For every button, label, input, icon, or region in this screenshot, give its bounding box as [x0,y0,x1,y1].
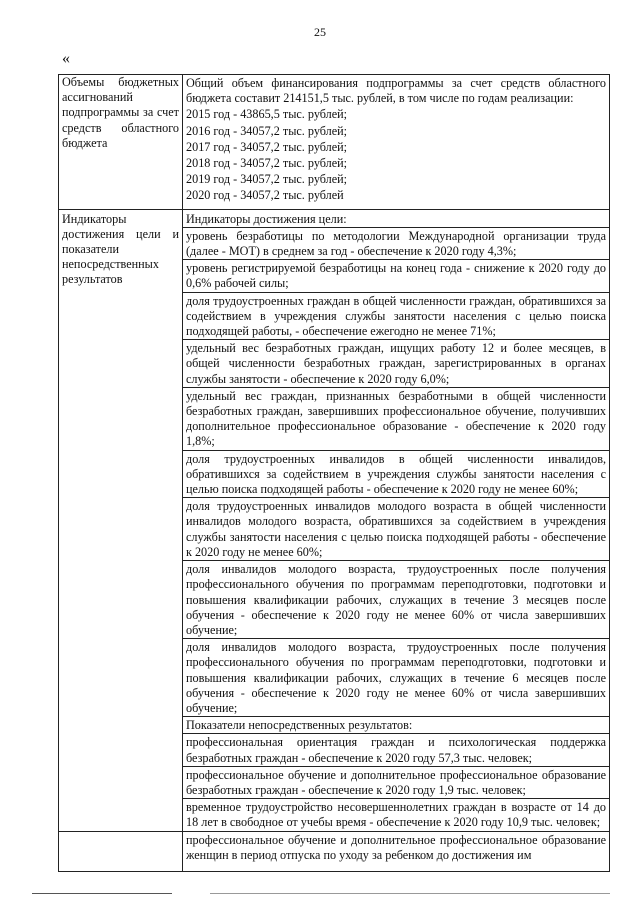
budget-line: 2018 год - 34057,2 тыс. рублей; [186,156,348,171]
continuation-row [59,831,610,871]
indicator-item: доля инвалидов молодого возраста, трудоустроенных после получения профессионального обучения по программам переподготовки, подготовки и повышения квалификации рабочих, служащих в течение 3 месяцев после обучения - обеспечение к 2020 году не менее 60% от числа завершивших обучение; [183,561,609,639]
footer-rule [210,893,610,894]
budget-line: Общий объем финансирования подпрограммы за счет средств областного бюджета составит 214151,5 тыс. рублей, в том числе по годам реализации: [186,76,606,106]
budget-content [183,75,610,210]
passport-table [58,74,610,872]
footer-rule [32,893,172,894]
budget-line: 2019 год - 34057,2 тыс. рублей; [186,172,348,187]
budget-line: 2017 год - 34057,2 тыс. рублей; [186,139,348,154]
indicator-item: доля трудоустроенных граждан в общей численности граждан, обратившихся за содействием в учреждения службы занятости населения с целью поиска подходящей работы, - обеспечение ежегодно не менее 71%; [183,293,609,341]
indicator-item: Индикаторы достижения цели: [183,210,609,228]
budget-label: Объемы бюджетных ассигнований подпрограммы за счет средств областного бюджета [59,75,183,210]
indicator-item: удельный вес безработных граждан, ищущих работу 12 и более месяцев, в общей численности безработных граждан, зарегистрированных в органах службы занятости - обеспечение к 2020 году 6,0%; [183,340,609,388]
indicator-item: доля инвалидов молодого возраста, трудоустроенных после получения профессионального обучения по программам переподготовки, подготовки и повышения квалификации рабочих, служащих в течение 6 месяцев после обучения - обеспечение к 2020 году не менее 60% от числа завершивших обучение; [183,639,609,717]
continuation-content [183,831,610,871]
result-heading: Показатели непосредственных результатов: [183,717,609,734]
budget-line: 2015 год - 43865,5 тыс. рублей; [186,107,348,122]
result-item: профессиональное обучение и дополнительное профессиональное образование женщин в период отпуска по уходу за ребенком до достижения им [186,832,606,862]
page-number: 25 [314,25,326,39]
budget-row [59,75,610,210]
indicator-item: уровень регистрируемой безработицы на конец года - снижение к 2020 году до 0,6% рабочей силы; [183,260,609,292]
budget-line: 2016 год - 34057,2 тыс. рублей; [186,123,348,138]
budget-line: 2020 год - 34057,2 тыс. рублей [186,188,344,203]
indicator-item: удельный вес граждан, признанных безработными в общей численности безработных граждан, завершивших профессиональное обучение, получивших дополнительное профессиональное образование - обеспечение к 2020 году 1,8%; [183,388,609,451]
indicators-label: Индикаторы достижения цели и показатели непосредственных результатов [59,209,183,831]
opening-quote: « [62,50,70,67]
result-item: профессиональная ориентация граждан и психологическая поддержка безработных граждан - обеспечение к 2020 году 57,3 тыс. человек; [183,734,609,766]
indicator-item: доля трудоустроенных инвалидов молодого возраста в общей численности инвалидов молодого возраста, обратившихся за содействием в учреждения службы занятости населения с целью поиска подходящей работы - обеспечение к 2020 году не менее 60%; [183,498,609,561]
indicators-row [59,209,610,831]
indicators-content [183,209,610,831]
indicator-item: уровень безработицы по методологии Международной организации труда (далее - МОТ) в среднем за год - обеспечение к 2020 году 4,3%; [183,228,609,260]
indicator-item: доля трудоустроенных инвалидов в общей численности инвалидов, обратившихся за содействием в учреждения службы занятости населения с целью поиска подходящей работы - обеспечение к 2020 году не менее 60%; [183,451,609,499]
continuation-label [59,831,183,871]
result-item: временное трудоустройство несовершеннолетних граждан в возрасте от 14 до 18 лет в свободное от учебы время - обеспечение к 2020 году 10,9 тыс. человек; [186,800,606,830]
result-item: профессиональное обучение и дополнительное профессиональное образование безработных граждан - обеспечение к 2020 году 1,9 тыс. человек; [183,767,609,799]
